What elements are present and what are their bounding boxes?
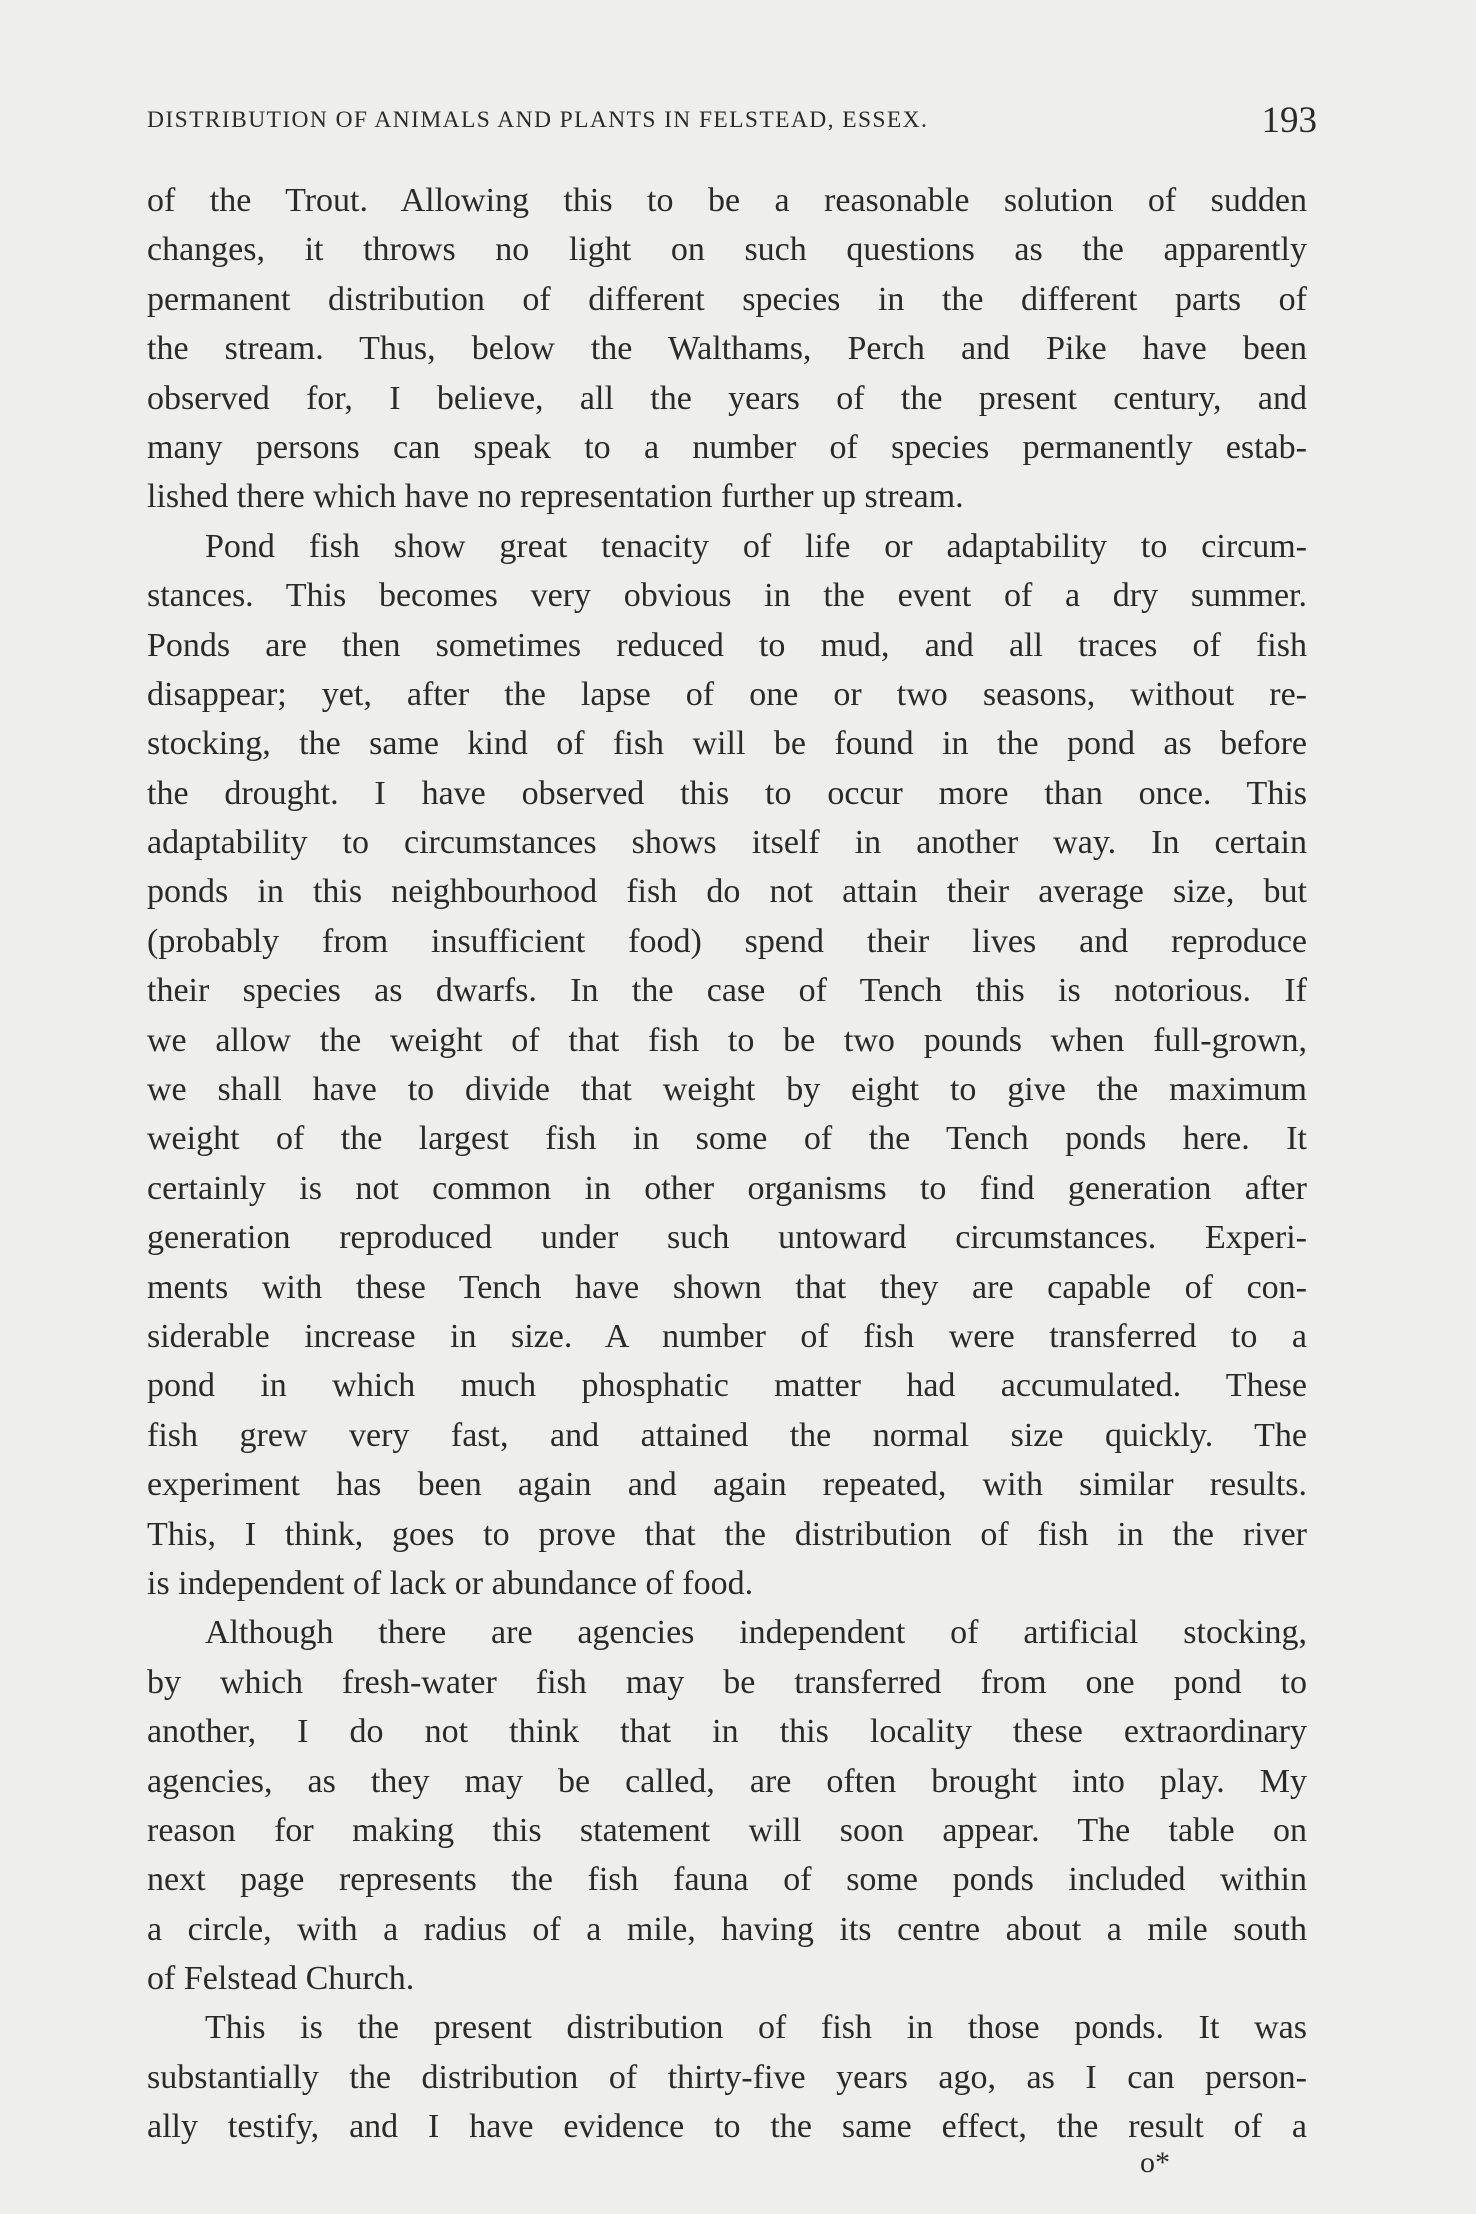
text-line: siderable increase in size. A number of fish were transferred to a xyxy=(147,1317,1307,1355)
page-header xyxy=(147,100,1317,143)
text-line: another, I do not think that in this locality these extraordinary xyxy=(147,1713,1307,1751)
text-line: the drought. I have observed this to occur more than once. This xyxy=(147,774,1307,812)
text-line: This is the present distribution of fish in those ponds. It was xyxy=(205,2009,1307,2047)
text-line: ponds in this neighbourhood fish do not attain their average size, but xyxy=(147,873,1307,911)
page-number: 193 xyxy=(1261,100,1317,141)
text-line: of Felstead Church. xyxy=(147,1960,415,1998)
body-text xyxy=(147,176,1307,2152)
text-line: their species as dwarfs. In the case of Tench this is notorious. If xyxy=(147,972,1307,1010)
text-line: changes, it throws no light on such questions as the apparently xyxy=(147,231,1307,269)
text-line: many persons can speak to a number of species permanently estab- xyxy=(147,428,1307,466)
text-line: observed for, I believe, all the years of the present century, and xyxy=(147,379,1307,417)
running-head: DISTRIBUTION OF ANIMALS AND PLANTS IN FELSTEAD, ESSEX. xyxy=(147,107,929,133)
signature-mark: o* xyxy=(1140,2146,1170,2179)
text-line: (probably from insufficient food) spend their lives and reproduce xyxy=(147,922,1307,960)
text-line: of the Trout. Allowing this to be a reasonable solution of sudden xyxy=(147,182,1307,219)
text-line: next page represents the fish fauna of some ponds included within xyxy=(147,1861,1307,1899)
text-line: permanent distribution of different species in the different parts of xyxy=(147,280,1307,318)
text-line: generation reproduced under such untoward circumstances. Experi- xyxy=(147,1219,1307,1257)
text-line: a circle, with a radius of a mile, having its centre about a mile south xyxy=(147,1910,1307,1948)
text-line: adaptability to circumstances shows itself in another way. In certain xyxy=(147,824,1307,862)
text-line: by which fresh-water fish may be transferred from one pond to xyxy=(147,1663,1307,1701)
text-line: the stream. Thus, below the Walthams, Perch and Pike have been xyxy=(147,330,1307,368)
text-line: we shall have to divide that weight by eight to give the maximum xyxy=(147,1071,1307,1109)
text-line: Pond fish show great tenacity of life or adaptability to circum- xyxy=(205,527,1307,565)
text-line: is independent of lack or abundance of food. xyxy=(147,1564,754,1602)
text-line: we allow the weight of that fish to be two pounds when full-grown, xyxy=(147,1021,1307,1059)
text-line: ments with these Tench have shown that they are capable of con- xyxy=(147,1268,1307,1306)
text-line: Although there are agencies independent of artificial stocking, xyxy=(205,1614,1307,1652)
text-line: ally testify, and I have evidence to the same effect, the result of a xyxy=(147,2108,1307,2146)
text-line: experiment has been again and again repeated, with similar results. xyxy=(147,1466,1307,1504)
text-line: substantially the distribution of thirty-five years ago, as I can person- xyxy=(147,2058,1307,2096)
text-line: pond in which much phosphatic matter had accumulated. These xyxy=(147,1367,1307,1405)
text-line: Ponds are then sometimes reduced to mud, and all traces of fish xyxy=(147,626,1307,664)
text-line: lished there which have no representation further up stream. xyxy=(147,478,964,516)
text-line: agencies, as they may be called, are often brought into play. My xyxy=(147,1762,1307,1800)
text-line: reason for making this statement will soon appear. The table on xyxy=(147,1811,1307,1849)
text-line: certainly is not common in other organisms to find generation after xyxy=(147,1169,1307,1207)
text-line: fish grew very fast, and attained the normal size quickly. The xyxy=(147,1416,1307,1454)
text-line: This, I think, goes to prove that the distribution of fish in the river xyxy=(147,1515,1307,1553)
text-line: weight of the largest fish in some of the Tench ponds here. It xyxy=(147,1120,1307,1158)
text-line: disappear; yet, after the lapse of one or two seasons, without re- xyxy=(147,675,1307,713)
text-line: stances. This becomes very obvious in the event of a dry summer. xyxy=(147,577,1307,615)
text-line: stocking, the same kind of fish will be found in the pond as before xyxy=(147,725,1307,763)
